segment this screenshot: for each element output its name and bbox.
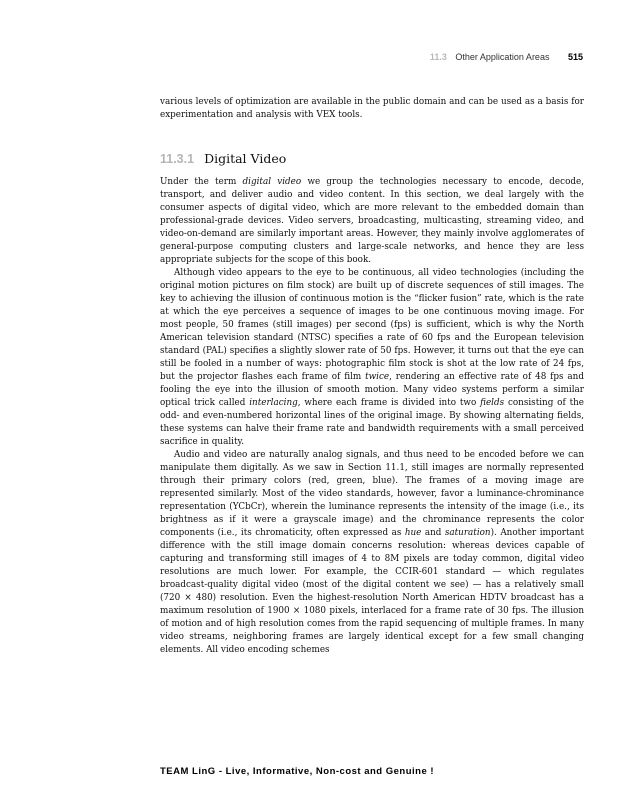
emphasized-term: saturation xyxy=(444,528,491,538)
emphasized-term: interlacing xyxy=(249,398,298,408)
emphasized-term: fields xyxy=(480,398,505,408)
running-head xyxy=(430,52,583,62)
body-text xyxy=(160,96,584,657)
emphasized-term: hue xyxy=(404,528,422,538)
intro-paragraph: various levels of optimization are available in the public domain and can be used as a basis for experimentation and analysis with VEX tools. xyxy=(160,97,584,120)
paragraph-3: Audio and video are naturally analog signals, and thus need to be encoded before we can manipulate them digitally. As we saw in Section 11.1, still images are normally represented through their primary colors (red, green, blue). The frames of a moving image are represented similarly. Most of the video standards, however, favor a luminance-chrominance representation (YCbCr), wherein the luminance represents the intensity of the image (i.e., its brightness as if it were a grayscale image) and the chrominance represents the color components (i.e., its chromaticity, often expressed as hue and saturation). Another important difference with the still image domain concerns resolution: whereas devices capable of capturing and transforming still images of 4 to 8M pixels are today common, digital video resolutions are much lower. For example, the CCIR-601 standard — which regulates broadcast-quality digital video (most of the digital content we see) — has a relatively small (720 × 480) resolution. Even the highest-resolution North American HDTV broadcast has a maximum resolution of 1900 × 1080 pixels, interlaced for a frame rate of 30 fps. The illusion of motion and of high resolution comes from the rapid sequencing of multiple frames. In many video streams, neighboring frames are largely identical except for a few small changing elements. All video encoding schemes xyxy=(160,450,584,655)
running-head-section-number: 11.3 xyxy=(429,52,447,62)
paragraph-2: Although video appears to the eye to be continuous, all video technologies (including the original motion pictures on film stock) are built up of discrete sequences of still images. The key to achieving the illusion of continuous motion is the “flicker fusion” rate, which is the rate at which the eye perceives a sequence of images to be one continuous moving image. For most people, 50 frames (still images) per second (fps) is sufficient, which is why the North American television standard (NTSC) specifies a rate of 60 fps and the European television standard (PAL) specifies a slightly slower rate of 50 fps. However, it turns out that the eye can still be fooled in a number of ways: photographic film stock is shot at the low rate of 24 fps, but the projector flashes each frame of film twice, rendering an effective rate of 48 fps and fooling the eye into the illusion of smooth motion. Many video systems perform a similar optical trick called interlacing, where each frame is divided into two fields consisting of the odd- and even-numbered horizontal lines of the original image. By showing alternating fields, these systems can halve their frame rate and bandwidth requirements with a small perceived sacrifice in quality. xyxy=(160,268,584,447)
section-title: Digital Video xyxy=(204,151,287,166)
page-number: 515 xyxy=(567,52,583,62)
section-number: 11.3.1 xyxy=(160,152,195,166)
section-heading xyxy=(160,152,584,166)
paragraph-1: Under the term digital video we group the technologies necessary to encode, decode, transport, and deliver audio and video content. In this section, we deal largely with the consumer aspects of digital video, which are more relevant to the embedded domain than professional-grade devices. Video servers, broadcasting, multicasting, streaming video, and video-on-demand are similarly important areas. However, they mainly involve agglomerates of general-purpose computing clusters and large-scale networks, and hence they are less appropriate subjects for the scope of this book. xyxy=(160,177,584,265)
emphasized-term: digital video xyxy=(242,177,302,187)
emphasized-term: twice xyxy=(365,372,390,382)
footer-banner: TEAM LinG - Live, Informative, Non-cost and Genuine ! xyxy=(160,766,435,777)
running-head-section-title: Other Application Areas xyxy=(455,52,550,62)
